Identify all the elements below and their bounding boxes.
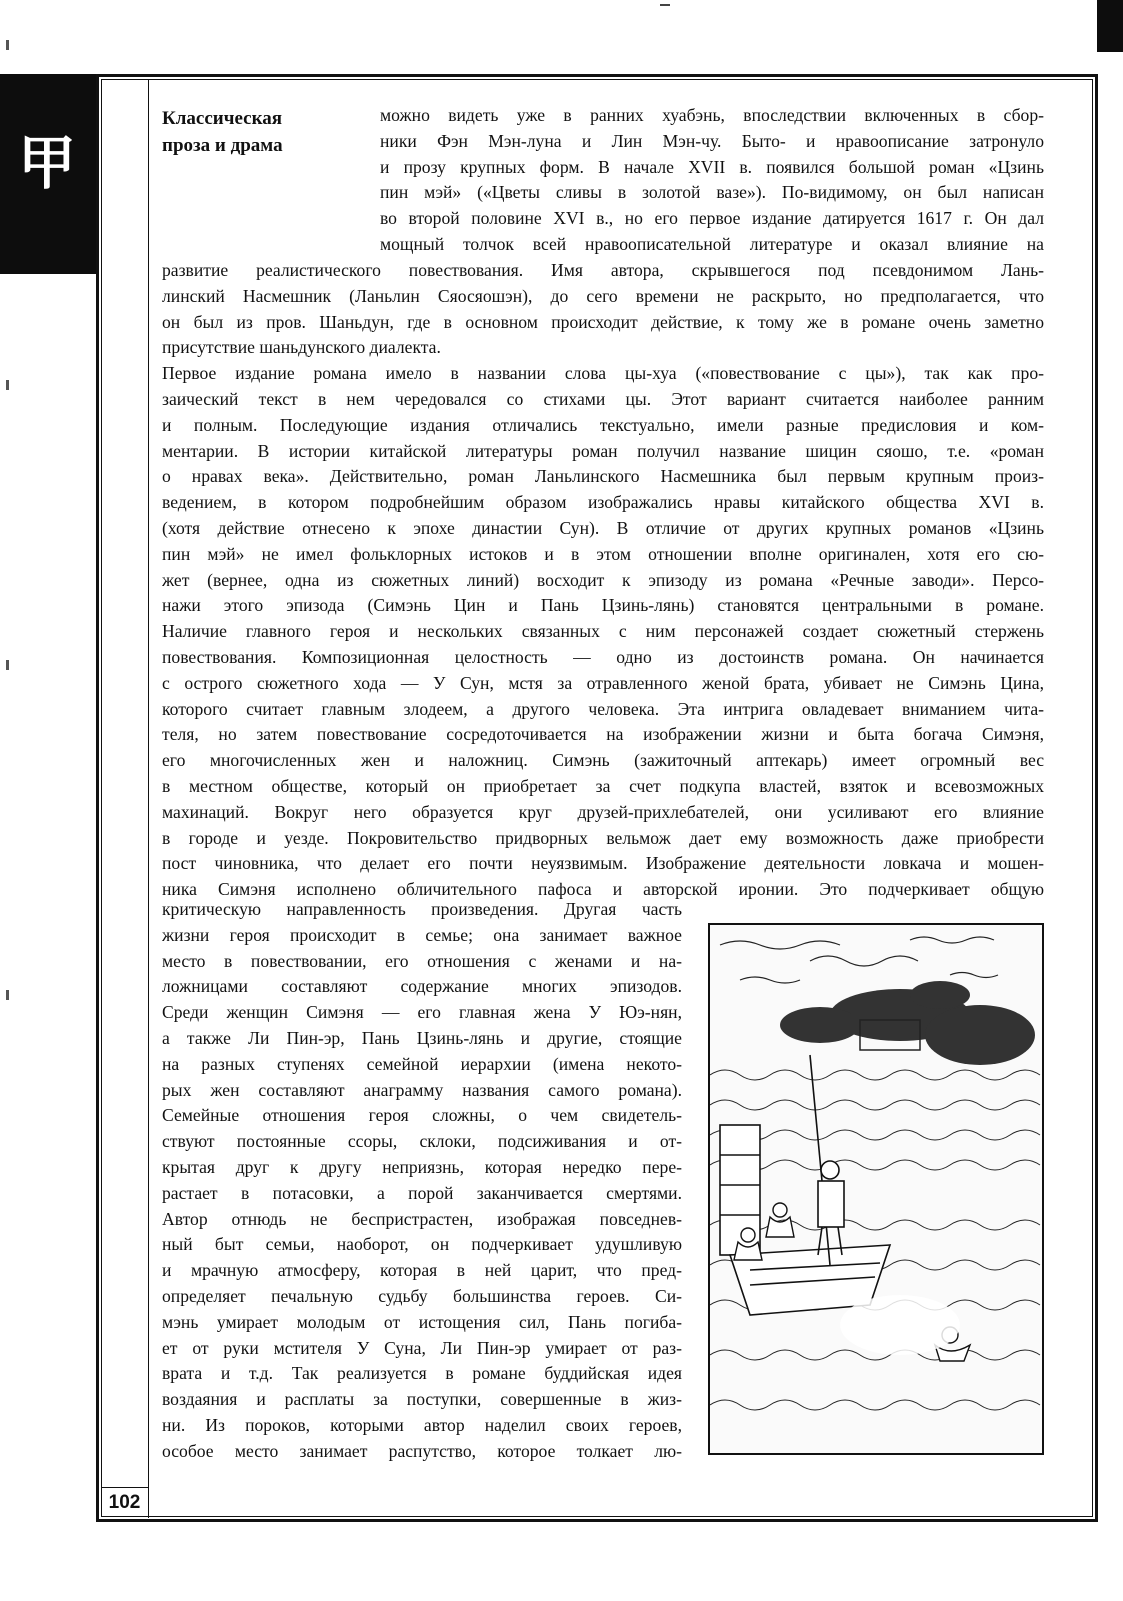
column-paragraph xyxy=(162,897,682,1465)
text-line: Среди женщин Симэня — его главная жена У Юэ-нян, xyxy=(162,1002,682,1023)
text-line: и мрачную атмосферу, которая в ней царит, что пред- xyxy=(162,1260,682,1281)
text-line: с острого сюжетного хода — У Сун, мстя за отравленного женой брата, убивает не Симэнь Цина, xyxy=(162,672,1044,693)
text-line: ложницами составляют содержание многих эпизодов. xyxy=(162,976,682,997)
text-line: и прозу крупных форм. В начале XVII в. появился большой роман «Цзинь xyxy=(380,156,1044,177)
text-line: и полным. Последующие издания отличались текстуально, имели разные предисловия и ком- xyxy=(162,414,1044,435)
text-line: растает в потасовки, а порой заканчивается смертями. xyxy=(162,1182,682,1203)
text-line: в местном обществе, который он приобретает за счет подкупа властей, взяток и всевозможных xyxy=(162,775,1044,796)
text-line: (хотя действие отнесено к эпохе династии Сун). В отличие от других крупных романов «Цзинь xyxy=(162,517,1044,538)
text-line: пост чиновника, что делает его почти неуязвимым. Изображение деятельности ловкача и мошен- xyxy=(162,853,1044,874)
text-line: ники Фэн Мэн-луна и Лин Мэн-чу. Быто- и нравоописание затронуло xyxy=(380,130,1044,151)
text-line: ствуют постоянные ссоры, склоки, подсиживания и от- xyxy=(162,1131,682,1152)
woodcut-illustration xyxy=(708,923,1044,1455)
text-line: линский Насмешник (Ланьлин Сяосяошэн), до сего времени не раскрыто, но предполагается, что xyxy=(162,285,1044,306)
text-line: заический текст в нем чередовался со стихами цы. Этот вариант считается наиболее ранним xyxy=(162,388,1044,409)
scan-mark xyxy=(6,40,9,50)
text-line: особое место занимает распутство, которое толкает лю- xyxy=(162,1440,682,1461)
page-number: 102 xyxy=(101,1487,149,1518)
text-line: жет (вернее, одна из сюжетных линий) восходит к эпизоду из романа «Речные заводи». Персо- xyxy=(162,569,1044,590)
text-line: жизни героя происходит в семье; она занимает важное xyxy=(162,924,682,945)
text-line: ведением, в котором подробнейшим образом изображались нравы китайского общества XVI в. xyxy=(162,492,1044,513)
corner-bar xyxy=(1097,0,1123,52)
text-line: крытая друг к другу неприязнь, которая нередко пере- xyxy=(162,1156,682,1177)
text-line: на разных ступенях семейной иерархии (имена некото- xyxy=(162,1053,682,1074)
text-line: место в повествовании, его отношения с женами и на- xyxy=(162,950,682,971)
text-line: Семейные отношения героя сложны, о чем свидетель- xyxy=(162,1105,682,1126)
woodcut-image xyxy=(710,925,1042,1453)
text-line: мощный толчок всей нравоописательной литературе и оказал влияние на xyxy=(380,233,1044,254)
scan-mark xyxy=(6,990,9,1000)
text-line: махинаций. Вокруг него образуется круг друзей-прихлебателей, они усиливают его влияние xyxy=(162,801,1044,822)
text-line: в городе и уезде. Покровительство придворных вельмож дает ему возможность даже приобрести xyxy=(162,827,1044,848)
text-line: присутствие шаньдунского диалекта. xyxy=(162,337,441,358)
text-line: рых жен составляют анаграмму названия самого романа). xyxy=(162,1079,682,1100)
text-line: теля, но затем повествование сосредоточивается на изображении жизни и быта богача Симэня, xyxy=(162,724,1044,745)
section-title-line: Классическая xyxy=(162,108,283,129)
text-line: повествования. Композиционная целостность — одно из достоинств романа. Он начинается xyxy=(162,646,1044,667)
text-line: Автор отнюдь не беспристрастен, изображая повседнев- xyxy=(162,1208,682,1229)
scan-mark xyxy=(660,4,670,6)
chapter-glyph-icon: 甲 xyxy=(17,129,76,197)
text-line: которого считает главным злодеем, а другого человека. Эта интрига овладевает вниманием чита- xyxy=(162,698,1044,719)
section-title xyxy=(162,105,362,159)
text-line: ментарии. В истории китайской литературы роман получил название шицин сяошо, т.е. «роман xyxy=(162,440,1044,461)
text-line: развитие реалистического повествования. Имя автора, скрывшегося под псевдонимом Лань- xyxy=(162,260,1044,280)
text-line: во второй половине XVI в., но его первое издание датируется 1617 г. Он дал xyxy=(380,208,1044,229)
text-line: можно видеть уже в ранних хуабэнь, впоследствии включенных в сбор- xyxy=(380,105,1044,125)
text-line: воздаяния и расплаты за поступки, совершенные в жиз- xyxy=(162,1389,682,1410)
text-line: а также Ли Пин-эр, Пань Цзинь-лянь и другие, стоящие xyxy=(162,1027,682,1048)
text-line: врата и т.д. Так реализуется в романе буддийская идея xyxy=(162,1363,682,1384)
text-line: о нравах века». Действительно, роман Ланьлинского Насмешника был первым крупным произ- xyxy=(162,466,1044,487)
text-line: мэнь умирает молодым от истощения сил, Пань погиба- xyxy=(162,1311,682,1332)
text-line: определяет печальную судьбу большинства героев. Си- xyxy=(162,1285,682,1306)
text-line: Наличие главного героя и нескольких связанных с ним персонажей создает сюжетный стержень xyxy=(162,621,1044,642)
section-title-line: проза и драма xyxy=(162,135,283,156)
scan-mark xyxy=(6,660,9,670)
intro-paragraph xyxy=(380,103,1044,258)
text-line: он был из пров. Шаньдун, где в основном происходит действие, к тому же в романе очень заметно xyxy=(162,311,1044,332)
chapter-tab xyxy=(0,74,96,274)
text-line: Первое издание романа имело в названии слова цы-хуа («повествование с цы»), так как про- xyxy=(162,363,1044,384)
text-line: ника Симэня исполнено обличительного пафоса и авторской иронии. Это подчеркивает общую xyxy=(162,879,1044,900)
text-line: ет от руки мстителя У Суна, Ли Пин-эр умирает от раз- xyxy=(162,1337,682,1358)
main-paragraphs xyxy=(162,258,1044,903)
text-line: пин мэй» («Цветы сливы в золотой вазе»). По-видимому, он был написан xyxy=(380,182,1044,203)
gutter-divider xyxy=(148,79,149,1487)
text-line: его многочисленных жен и наложниц. Симэнь (зажиточный аптекарь) имеет огромный вес xyxy=(162,750,1044,771)
text-line: нажи этого эпизода (Симэнь Цин и Пань Цзинь-лянь) становятся центральными в романе. xyxy=(162,595,1044,616)
text-line: пин мэй» не имел фольклорных истоков и в этом отношении вполне оригинален, хотя его сю- xyxy=(162,543,1044,564)
text-line: критическую направленность произведения. Другая часть xyxy=(162,899,682,919)
text-line: ный быт семьи, наоборот, он подчеркивает удушливую xyxy=(162,1234,682,1255)
scan-mark xyxy=(6,380,9,390)
text-line: ни. Из пороков, которыми автор наделил своих героев, xyxy=(162,1414,682,1435)
